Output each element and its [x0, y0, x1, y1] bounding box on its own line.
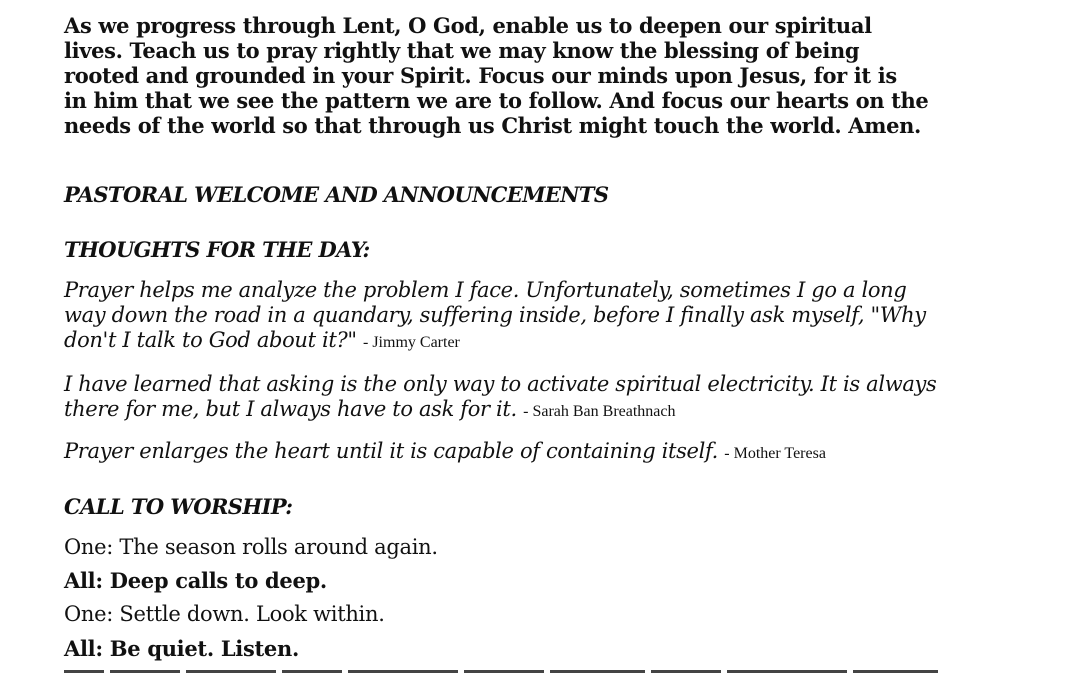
quote-teresa [64, 439, 1024, 466]
quote-line: Prayer enlarges the heart until it is capable of containing itself. [64, 439, 718, 463]
quote-line: there for me, but I always have to ask for it. [64, 397, 517, 421]
opening-prayer [64, 13, 1024, 138]
liturgy-line-one: One: The season rolls around again. [64, 535, 438, 559]
liturgy-line-one: One: Settle down. Look within. [64, 602, 385, 626]
quote-line: Prayer helps me analyze the problem I face. Unfortunately, sometimes I go a long [64, 278, 907, 302]
quote-author: - Jimmy Carter [363, 334, 460, 351]
quote-line: I have learned that asking is the only way to activate spiritual electricity. It is always [64, 372, 937, 396]
call-to-worship-heading: CALL TO WORSHIP: [64, 494, 293, 519]
cut-off-text-line [64, 670, 1020, 675]
prayer-line: rooted and grounded in your Spirit. Focus our minds upon Jesus, for it is [64, 63, 897, 88]
quote-line: way down the road in a quandary, suffering inside, before I finally ask myself, "Why [64, 303, 926, 327]
quote-author: - Sarah Ban Breathnach [523, 403, 676, 420]
prayer-line: lives. Teach us to pray rightly that we may know the blessing of being [64, 38, 860, 63]
thoughts-heading: THOUGHTS FOR THE DAY: [64, 237, 370, 262]
prayer-line: in him that we see the pattern we are to follow. And focus our hearts on the [64, 88, 929, 113]
pastoral-welcome-heading: PASTORAL WELCOME AND ANNOUNCEMENTS [64, 182, 609, 207]
prayer-line: needs of the world so that through us Christ might touch the world. Amen. [64, 113, 921, 138]
liturgy-line-all: All: Deep calls to deep. [64, 568, 327, 593]
liturgy-line-all: All: Be quiet. Listen. [64, 636, 299, 661]
quote-breathnach [64, 372, 1024, 424]
quote-line: don't I talk to God about it?" [64, 328, 357, 352]
prayer-line: As we progress through Lent, O God, enable us to deepen our spiritual [64, 13, 872, 38]
quote-carter [64, 278, 1024, 355]
quote-author: - Mother Teresa [724, 445, 826, 462]
